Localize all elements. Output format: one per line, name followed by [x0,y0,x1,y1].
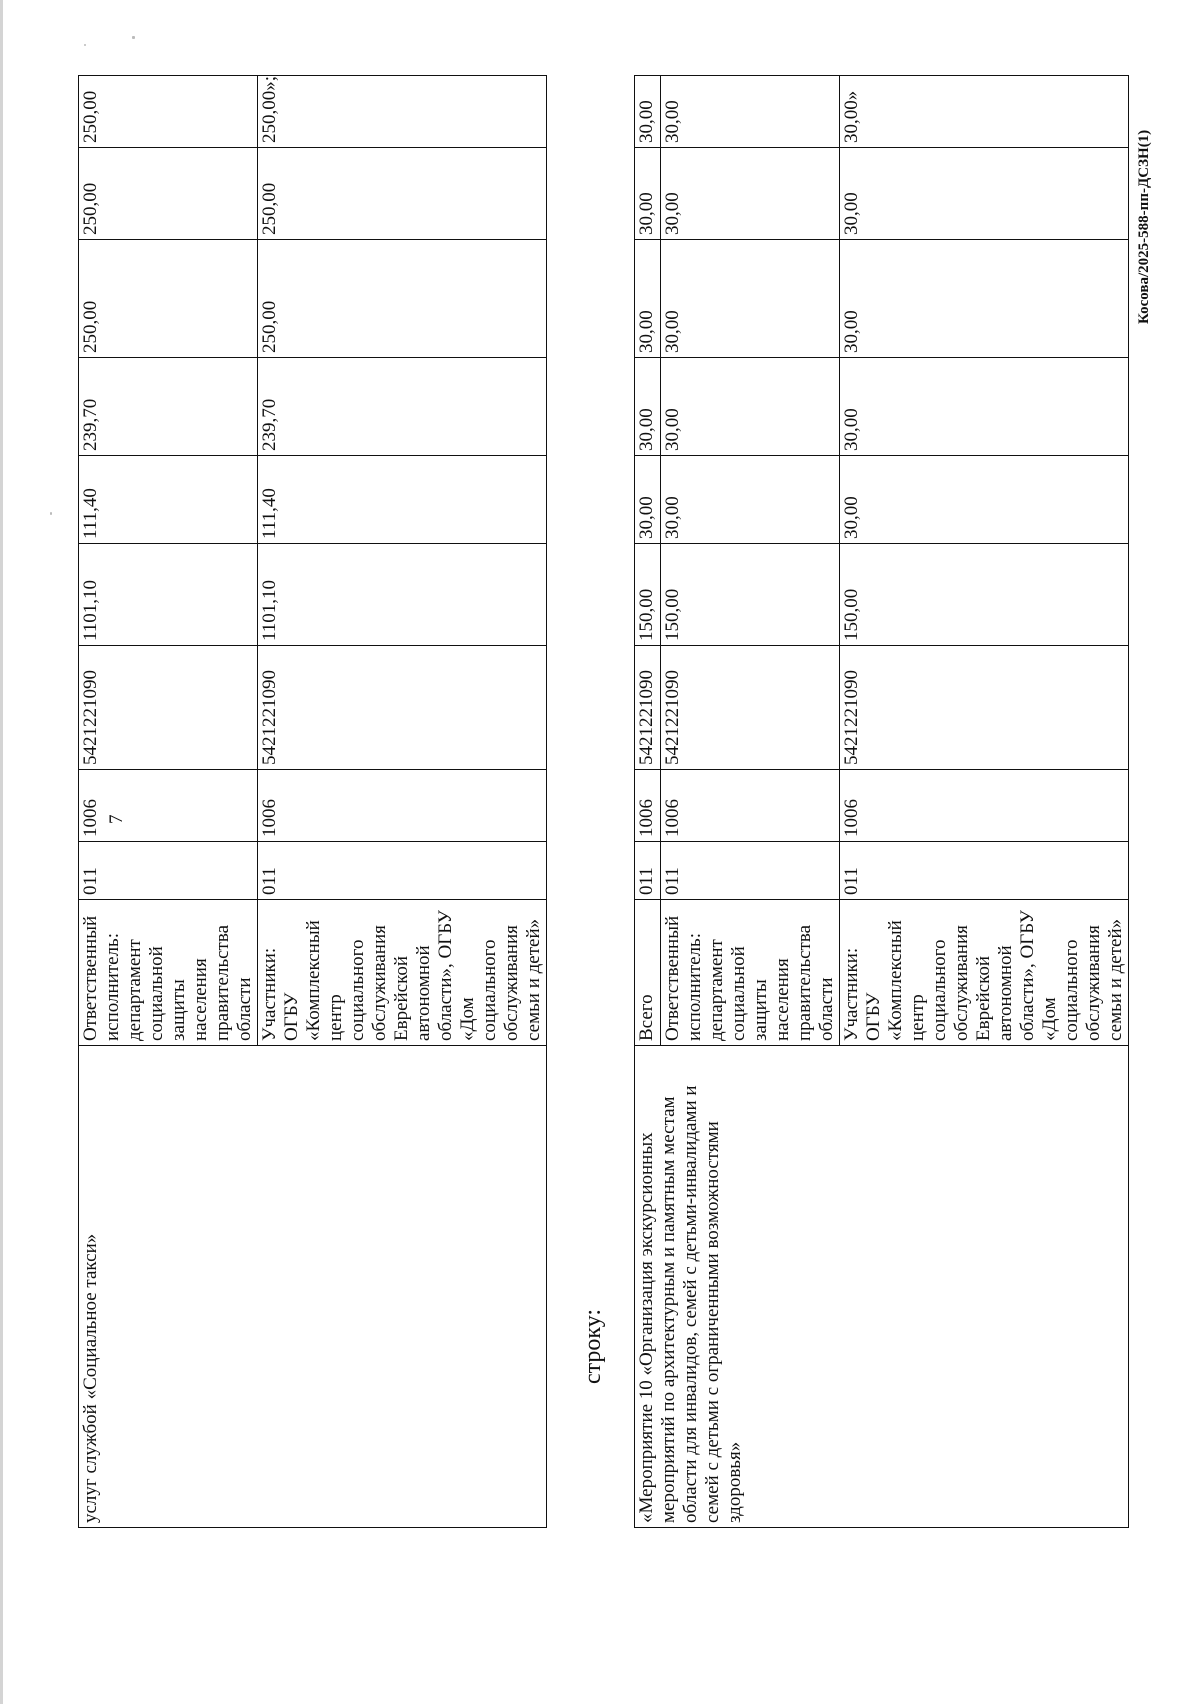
value-cell: 30,00 [661,456,840,544]
grbs-cell: 011 [661,842,840,900]
value-cell: 250,00 [79,76,258,148]
value-cell: 250,00 [79,240,258,358]
page-number: 7 [106,814,127,824]
value-cell: 150,00 [840,544,1129,646]
value-cell: 250,00 [79,148,258,240]
value-cell: 30,00 [635,76,661,148]
csr-cell: 5421221090 [258,646,547,770]
rzpr-cell: 1006 [635,770,661,842]
rzpr-cell: 1006 [840,770,1129,842]
grbs-cell: 011 [635,842,661,900]
program-cell: услуг службой «Социальное такси» [79,1046,547,1528]
program-cell: «Мероприятие 10 «Организация экскурсионных мероприятий по архитектурным и памятным местам области для инвалидов, семей с детьми-инвалидами и семей с детьми с ограниченными возможностями здоровья» [635,1046,1129,1528]
desc-cell: Участники: ОГБУ «Комплексный центр социального обслуживания Еврейской автономной области», ОГБУ «Дом социального обслуживания семьи и детей» [840,900,1129,1046]
csr-cell: 5421221090 [79,646,258,770]
desc-cell: Ответственный исполнитель: департамент социальной защиты населения правительства области [79,900,258,1046]
desc-cell: Ответственный исполнитель: департамент социальной защиты населения правительства области [661,900,840,1046]
budget-table-top [78,75,547,1528]
grbs-cell: 011 [79,842,258,900]
value-cell: 30,00 [840,358,1129,456]
value-cell: 30,00 [840,456,1129,544]
value-cell: 30,00 [635,148,661,240]
csr-cell: 5421221090 [840,646,1129,770]
table-row [635,76,661,1528]
value-cell: 1101,10 [79,544,258,646]
value-cell: 30,00 [635,240,661,358]
value-cell: 1101,10 [258,544,547,646]
value-cell: 30,00 [635,358,661,456]
value-cell: 30,00 [661,148,840,240]
value-cell: 30,00» [840,76,1129,148]
value-cell: 250,00 [258,148,547,240]
value-cell: 239,70 [258,358,547,456]
rzpr-cell: 1006 [661,770,840,842]
value-cell: 30,00 [661,358,840,456]
value-cell: 30,00 [840,240,1129,358]
grbs-cell: 011 [840,842,1129,900]
desc-cell: Всего [635,900,661,1046]
rzpr-cell: 1006 [258,770,547,842]
document-code-footer: Косова/2025-588-пп-ДСЗН(1) [1136,129,1152,324]
budget-table-bottom [634,75,1129,1528]
stroku-label: строку: [580,1308,606,1384]
value-cell: 111,40 [79,456,258,544]
value-cell: 30,00 [661,76,840,148]
value-cell: 150,00 [661,544,840,646]
value-cell: 30,00 [635,456,661,544]
desc-cell: Участники: ОГБУ «Комплексный центр социального обслуживания Еврейской автономной области», ОГБУ «Дом социального обслуживания семьи и детей» [258,900,547,1046]
grbs-cell: 011 [258,842,547,900]
csr-cell: 5421221090 [661,646,840,770]
value-cell: 250,00 [258,240,547,358]
table-row [79,76,258,1528]
value-cell: 239,70 [79,358,258,456]
csr-cell: 5421221090 [635,646,661,770]
value-cell: 150,00 [635,544,661,646]
value-cell: 30,00 [840,148,1129,240]
value-cell: 250,00»; [258,76,547,148]
value-cell: 30,00 [661,240,840,358]
rzpr-cell: 1006 [79,770,258,842]
value-cell: 111,40 [258,456,547,544]
